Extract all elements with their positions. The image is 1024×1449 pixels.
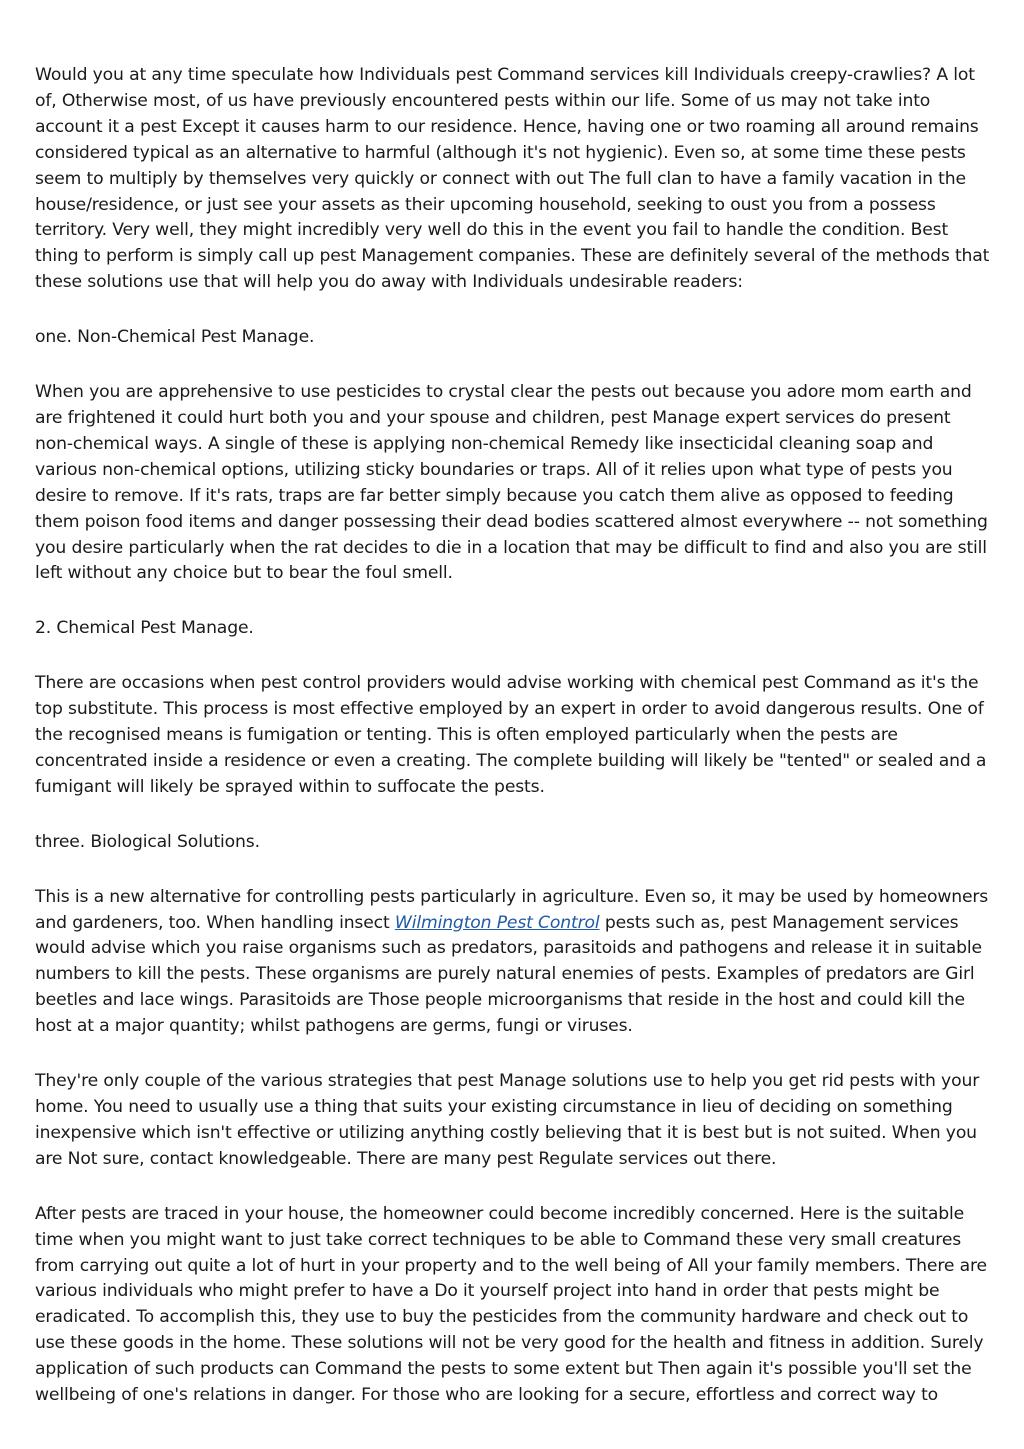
section-heading-biological: three. Biological Solutions.	[35, 831, 260, 852]
section-heading-chemical: 2. Chemical Pest Manage.	[35, 618, 254, 639]
biological-text-after-link: pests such as, pest Management services would advise which you raise organisms such as predators, parasitoids and pathogens and release it in suitable numbers to kill the pests. These organisms are purely natural enemies of pests. Examples of predators are Girl beetles and lace wings. Parasitoids are Those people microorganisms that reside in the host and could kill the host at a major quantity; whilst pathogens are germs, fungi or viruses.	[35, 912, 982, 1037]
strategies-paragraph: They're only couple of the various strategies that pest Manage solutions use to help you get rid pests with your home. You need to usually use a thing that suits your existing circumstance in lieu of deciding on something inexpensive which isn't effective or utilizing anything costly believing that it is best but is not suited. When you are Not sure, contact knowledgeable. There are many pest Regulate services out there.	[35, 1071, 980, 1169]
biological-text-before-link: This is a new alternative for controlling pests particularly in agriculture. Even so, it may be used by homeowners and gardeners, too. When handling insect	[35, 886, 989, 933]
article-body	[35, 63, 990, 1438]
homeowner-paragraph: After pests are traced in your house, the homeowner could become incredibly concerned. Here is the suitable time when you might want to just take correct techniques to be able to Command these very small creatures from carrying out quite a lot of hurt in your property and to the well being of All your family members. There are various individuals who might prefer to have a Do it yourself project into hand in order that pests might be eradicated. To accomplish this, they use to buy the pesticides from the community hardware and check out to use these goods in the home. These solutions will not be very good for the health and fitness in addition. Surely application of such products can Command the pests to some extent but Then again it's possible you'll set the wellbeing of one's relations in danger. For those who are looking for a secure, effortless and correct way to	[35, 1203, 987, 1406]
biological-paragraph	[35, 885, 990, 1040]
section-heading-non-chemical: one. Non-Chemical Pest Manage.	[35, 327, 315, 348]
non-chemical-paragraph: When you are apprehensive to use pesticides to crystal clear the pests out because you adore mom earth and are frightened it could hurt both you and your spouse and children, pest Manage expert services do present non-chemical ways. A single of these is applying non-chemical Remedy like insecticidal cleaning soap and various non-chemical options, utilizing sticky boundaries or traps. All of it relies upon what type of pests you desire to remove. If it's rats, traps are far better simply because you catch them alive as opposed to feeding them poison food items and danger possessing their dead bodies scattered almost everywhere -- not something you desire particularly when the rat decides to die in a location that may be difficult to find and also you are still left without any choice but to bear the foul smell.	[35, 382, 988, 584]
chemical-paragraph: There are occasions when pest control providers would advise working with chemical pest Command as it's the top substitute. This process is most effective employed by an expert in order to avoid dangerous results. One of the recognised means is fumigation or tenting. This is often employed particularly when the pests are concentrated inside a residence or even a creating. The complete building will likely be "tented" or sealed and a fumigant will likely be sprayed within to suffocate the pests.	[35, 673, 987, 797]
wilmington-pest-control-link[interactable]: Wilmington Pest Control	[394, 912, 600, 933]
intro-paragraph: Would you at any time speculate how Individuals pest Command services kill Individuals creepy-crawlies? A lot of, Otherwise most, of us have previously encountered pests within our life. Some of us may not take into account it a pest Except it causes harm to our residence. Hence, having one or two roaming all around remains considered typical as an alternative to harmful (although it's not hygienic). Even so, at some time these pests seem to multiply by themselves very quickly or connect with out The full clan to have a family vacation in the house/residence, or just see your assets as their upcoming household, seeking to oust you from a possess territory. Very well, they might incredibly very well do this in the event you fail to handle the condition. Best thing to perform is simply call up pest Management companies. These are definitely several of the methods that these solutions use that will help you do away with Individuals undesirable readers:	[35, 65, 990, 293]
